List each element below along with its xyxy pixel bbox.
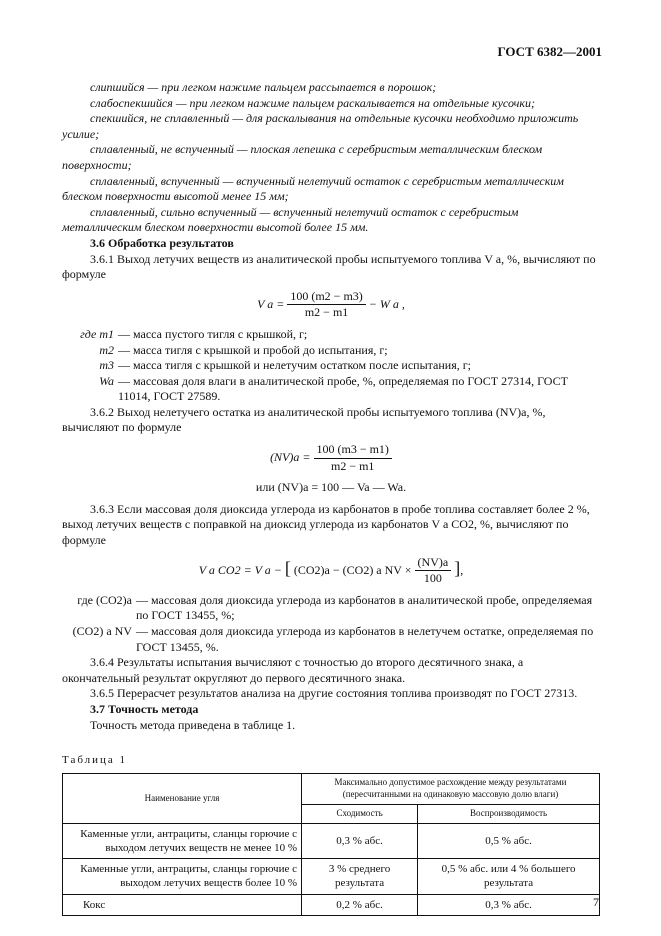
table-header-name: Наименование угля (63, 774, 302, 823)
variable-row: где (CO2)a — массовая доля диоксида углерода из карбонатов в аналитической пробе, определяемая по ГОСТ 13455, %; (77, 592, 593, 623)
formula-co2-correction: V a CO2 = V a − [ (CO2)a − (CO2) a NV × $\frac{(NV)a}{100}$ ], (198, 554, 464, 586)
table-header-convergence: Сходимость (302, 804, 418, 823)
definition-item: спекшийся, не сплавленный — для раскалывания на отдельные кусочки необходимо приложить усилие; (62, 111, 579, 141)
table-row: Каменные угли, антрациты, сланцы горючие с выходом летучих веществ более 10 % 3 % среднего результата 0,5 % абс. или 4 % большего результата (63, 859, 600, 895)
variable-row: Wa — массовая доля влаги в аналитической пробе, %, определяемая по ГОСТ 27314, ГОСТ 11014, ГОСТ 27589. (99, 373, 568, 404)
definition-item: сплавленный, вспученный — вспученный нелетучий остаток с серебристым металлическим блеском поверхности высотой менее 15 мм; (62, 173, 564, 204)
document-body (62, 80, 600, 916)
table-row: Каменные угли, антрациты, сланцы горючие с выходом летучих веществ не менее 10 % 0,3 % абс. 0,5 % абс. (63, 823, 600, 859)
page-number: 7 (593, 895, 599, 909)
section-heading: 3.7 Точность метода (90, 701, 199, 716)
formula-nonvolatile-alt: или (NV)a = 100 — Va — Wa. (255, 480, 407, 495)
paragraph: Точность метода приведена в таблице 1. (90, 717, 296, 732)
variables-list (62, 593, 600, 655)
paragraph: 3.6.1 Выход летучих веществ из аналитической пробы испытуемого топлива V a, %, вычисляют по формуле (62, 251, 596, 282)
paragraph: 3.6.2 Выход нелетучего остатка из аналитической пробы испытуемого топлива (NV)a, %, вычисляют по формуле (62, 404, 546, 435)
variable-row: m2 — масса тигля с крышкой и пробой до испытания, г; (99, 342, 388, 357)
definition-item: слипшийся — при легком нажиме пальцем рассыпается в порошок; (90, 80, 437, 94)
paragraph: 3.6.3 Если массовая доля диоксида углерода из карбонатов в пробе топлива составляет более 2 %, выход летучих веществ с поправкой на диоксид углерода из карбонатов V a CO2, %, вычисляют по формуле (62, 501, 590, 548)
variable-row: m3 — масса тигля с крышкой и нелетучим остатком после испытания, г; (99, 358, 471, 373)
variables-list (62, 327, 600, 405)
table-row: Кокс 0,2 % абс. 0,3 % абс. (63, 894, 600, 915)
table-caption: Таблица 1 (62, 754, 128, 767)
paragraph: 3.6.4 Результаты испытания вычисляют с точностью до второго десятичного знака, а окончательный результат округляют до первого десятичного знака. (62, 655, 524, 685)
variable-row: где m1 — масса пустого тигля с крышкой, г; (80, 326, 308, 341)
definition-item: сплавленный, сильно вспученный — вспученный нелетучий остаток с серебристым металлическим блеском поверхности высотой более 15 мм. (62, 204, 519, 235)
formula-volatile: V a = $\frac{100 (m2 - m3)}{m2 - m1}$ − W a , (257, 288, 405, 320)
precision-table (62, 773, 600, 916)
variable-row: (CO2) a NV — массовая доля диоксида углерода из карбонатов в нелетучем остатке, определяемая по ГОСТ 13455, %. (72, 624, 594, 654)
section-heading: 3.6 Обработка результатов (90, 235, 234, 250)
paragraph: 3.6.5 Перерасчет результатов анализа на другие состояния топлива производят по ГОСТ 27313. (90, 686, 578, 701)
page-header: ГОСТ 6382—2001 (497, 44, 602, 59)
definition-item: слабоспекшийся — при легком нажиме пальцем раскалывается на отдельные кусочки; (90, 95, 535, 110)
definitions-list (62, 80, 600, 236)
table-header-group: Максимально допустимое расхождение между результатами (пересчитанными на одинаковую массовую долю влаги) (302, 774, 600, 804)
formula-nonvolatile: (NV)a = $\frac{100 (m3 - m1)}{m2 - m1}$ (62, 442, 600, 474)
definition-item: сплавленный, не вспученный — плоская лепешка с серебристым металлическим блеском поверхности; (62, 142, 543, 172)
table-header-reproducibility: Воспроизводимость (418, 804, 600, 823)
